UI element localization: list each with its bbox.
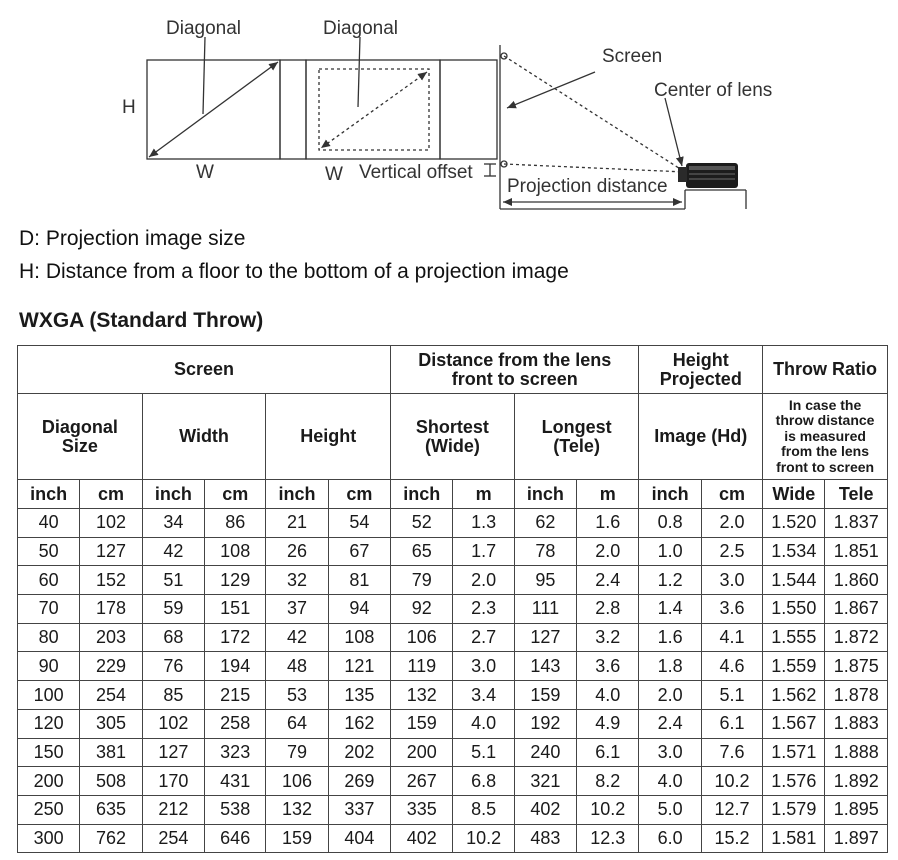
table-cell: 404 xyxy=(328,824,390,853)
table-cell: 37 xyxy=(266,595,328,624)
table-cell: 92 xyxy=(391,595,453,624)
table-cell: 1.872 xyxy=(825,623,888,652)
table-cell: 6.8 xyxy=(453,767,514,796)
table-cell: 3.0 xyxy=(453,652,514,681)
unit-header-cell: Wide xyxy=(763,480,825,509)
table-cell: 10.2 xyxy=(701,767,762,796)
table-row xyxy=(18,824,888,853)
table-cell: 3.6 xyxy=(701,595,762,624)
table-cell: 2.4 xyxy=(639,709,701,738)
table-cell: 300 xyxy=(18,824,80,853)
unit-header-cell: inch xyxy=(514,480,576,509)
screen-label: Screen xyxy=(602,46,663,67)
table-cell: 1.562 xyxy=(763,681,825,710)
table-cell: 1.867 xyxy=(825,595,888,624)
table-cell: 6.1 xyxy=(577,738,639,767)
unit-header-cell: cm xyxy=(701,480,762,509)
table-cell: 48 xyxy=(266,652,328,681)
table-row xyxy=(18,566,888,595)
table-cell: 94 xyxy=(328,595,390,624)
table-cell: 254 xyxy=(142,824,204,853)
header-image-hd: Image (Hd) xyxy=(639,394,763,480)
table-cell: 538 xyxy=(205,795,266,824)
table-cell: 1.895 xyxy=(825,795,888,824)
table-cell: 8.2 xyxy=(577,767,639,796)
table-cell: 305 xyxy=(80,709,142,738)
table-cell: 1.883 xyxy=(825,709,888,738)
table-cell: 1.7 xyxy=(453,537,514,566)
table-cell: 1.555 xyxy=(763,623,825,652)
table-cell: 12.3 xyxy=(577,824,639,853)
table-cell: 1.8 xyxy=(639,652,701,681)
table-row xyxy=(18,623,888,652)
table-cell: 32 xyxy=(266,566,328,595)
projection-distance-label: Projection distance xyxy=(507,176,668,197)
table-cell: 1.534 xyxy=(763,537,825,566)
table-cell: 100 xyxy=(18,681,80,710)
table-cell: 42 xyxy=(142,537,204,566)
table-cell: 2.5 xyxy=(701,537,762,566)
table-cell: 42 xyxy=(266,623,328,652)
table-cell: 1.897 xyxy=(825,824,888,853)
table-cell: 1.576 xyxy=(763,767,825,796)
table-cell: 159 xyxy=(266,824,328,853)
table-cell: 132 xyxy=(391,681,453,710)
table-cell: 85 xyxy=(142,681,204,710)
table-cell: 250 xyxy=(18,795,80,824)
table-cell: 240 xyxy=(514,738,576,767)
table-cell: 40 xyxy=(18,509,80,538)
table-cell: 200 xyxy=(18,767,80,796)
table-cell: 1.3 xyxy=(453,509,514,538)
unit-header-cell: cm xyxy=(205,480,266,509)
table-cell: 5.1 xyxy=(453,738,514,767)
throw-distance-table xyxy=(17,345,888,853)
unit-header-cell: inch xyxy=(391,480,453,509)
table-cell: 162 xyxy=(328,709,390,738)
table-cell: 0.8 xyxy=(639,509,701,538)
table-cell: 80 xyxy=(18,623,80,652)
table-cell: 21 xyxy=(266,509,328,538)
table-cell: 106 xyxy=(391,623,453,652)
header-throw-ratio: Throw Ratio xyxy=(763,346,888,394)
projection-diagram xyxy=(0,0,898,220)
section-title: WXGA (Standard Throw) xyxy=(19,309,264,332)
table-cell: 1.851 xyxy=(825,537,888,566)
table-cell: 81 xyxy=(328,566,390,595)
table-cell: 51 xyxy=(142,566,204,595)
table-cell: 215 xyxy=(205,681,266,710)
header-diagonal-size: Diagonal Size xyxy=(18,394,143,480)
table-cell: 1.581 xyxy=(763,824,825,853)
table-cell: 127 xyxy=(142,738,204,767)
table-cell: 2.3 xyxy=(453,595,514,624)
table-cell: 52 xyxy=(391,509,453,538)
table-cell: 79 xyxy=(266,738,328,767)
table-cell: 194 xyxy=(205,652,266,681)
table-cell: 1.4 xyxy=(639,595,701,624)
diagonal-label-1: Diagonal xyxy=(166,18,241,39)
table-cell: 431 xyxy=(205,767,266,796)
table-row xyxy=(18,738,888,767)
table-cell: 150 xyxy=(18,738,80,767)
table-cell: 102 xyxy=(80,509,142,538)
table-cell: 119 xyxy=(391,652,453,681)
table-cell: 3.0 xyxy=(639,738,701,767)
table-cell: 1.579 xyxy=(763,795,825,824)
table-cell: 1.2 xyxy=(639,566,701,595)
table-cell: 267 xyxy=(391,767,453,796)
table-cell: 79 xyxy=(391,566,453,595)
table-row xyxy=(18,709,888,738)
table-cell: 4.9 xyxy=(577,709,639,738)
unit-header-cell: Tele xyxy=(825,480,888,509)
table-cell: 10.2 xyxy=(453,824,514,853)
table-row xyxy=(18,595,888,624)
table-row xyxy=(18,767,888,796)
table-cell: 1.567 xyxy=(763,709,825,738)
table-cell: 635 xyxy=(80,795,142,824)
table-cell: 335 xyxy=(391,795,453,824)
table-cell: 76 xyxy=(142,652,204,681)
table-cell: 15.2 xyxy=(701,824,762,853)
table-cell: 1.520 xyxy=(763,509,825,538)
header-screen: Screen xyxy=(18,346,391,394)
table-cell: 6.0 xyxy=(639,824,701,853)
table-cell: 4.0 xyxy=(577,681,639,710)
table-cell: 68 xyxy=(142,623,204,652)
table-cell: 1.6 xyxy=(639,623,701,652)
table-cell: 1.0 xyxy=(639,537,701,566)
header-width: Width xyxy=(142,394,266,480)
table-cell: 4.6 xyxy=(701,652,762,681)
table-cell: 2.0 xyxy=(701,509,762,538)
header-shortest: Shortest (Wide) xyxy=(391,394,515,480)
unit-header-cell: m xyxy=(453,480,514,509)
table-cell: 159 xyxy=(391,709,453,738)
table-cell: 10.2 xyxy=(577,795,639,824)
table-cell: 102 xyxy=(142,709,204,738)
table-cell: 1.892 xyxy=(825,767,888,796)
table-cell: 2.0 xyxy=(639,681,701,710)
table-cell: 151 xyxy=(205,595,266,624)
header-distance: Distance from the lens front to screen xyxy=(391,346,639,394)
table-cell: 192 xyxy=(514,709,576,738)
unit-header-cell: cm xyxy=(328,480,390,509)
table-cell: 34 xyxy=(142,509,204,538)
table-cell: 64 xyxy=(266,709,328,738)
table-cell: 86 xyxy=(205,509,266,538)
table-row xyxy=(18,537,888,566)
table-cell: 67 xyxy=(328,537,390,566)
unit-header-cell: inch xyxy=(142,480,204,509)
table-cell: 200 xyxy=(391,738,453,767)
table-cell: 111 xyxy=(514,595,576,624)
table-cell: 7.6 xyxy=(701,738,762,767)
unit-header-cell: cm xyxy=(80,480,142,509)
table-cell: 402 xyxy=(514,795,576,824)
table-cell: 203 xyxy=(80,623,142,652)
table-cell: 1.837 xyxy=(825,509,888,538)
header-longest: Longest (Tele) xyxy=(514,394,639,480)
table-cell: 269 xyxy=(328,767,390,796)
center-of-lens-label: Center of lens xyxy=(654,80,773,101)
table-cell: 646 xyxy=(205,824,266,853)
table-cell: 108 xyxy=(205,537,266,566)
table-cell: 8.5 xyxy=(453,795,514,824)
table-cell: 508 xyxy=(80,767,142,796)
table-cell: 178 xyxy=(80,595,142,624)
table-row xyxy=(18,509,888,538)
table-cell: 4.0 xyxy=(453,709,514,738)
vertical-offset-label: Vertical offset xyxy=(359,162,473,183)
table-cell: 53 xyxy=(266,681,328,710)
table-cell: 381 xyxy=(80,738,142,767)
table-cell: 4.0 xyxy=(639,767,701,796)
table-row xyxy=(18,652,888,681)
table-cell: 1.544 xyxy=(763,566,825,595)
table-cell: 321 xyxy=(514,767,576,796)
note-projection-image-size: D: Projection image size xyxy=(19,227,246,250)
table-cell: 62 xyxy=(514,509,576,538)
unit-header-cell: m xyxy=(577,480,639,509)
table-cell: 1.888 xyxy=(825,738,888,767)
table-cell: 106 xyxy=(266,767,328,796)
table-cell: 1.875 xyxy=(825,652,888,681)
table-cell: 50 xyxy=(18,537,80,566)
table-cell: 1.550 xyxy=(763,595,825,624)
table-cell: 202 xyxy=(328,738,390,767)
table-cell: 2.4 xyxy=(577,566,639,595)
table-cell: 152 xyxy=(80,566,142,595)
diagonal-label-2: Diagonal xyxy=(323,18,398,39)
table-cell: 120 xyxy=(18,709,80,738)
table-cell: 2.7 xyxy=(453,623,514,652)
table-cell: 3.2 xyxy=(577,623,639,652)
table-cell: 5.1 xyxy=(701,681,762,710)
table-cell: 1.571 xyxy=(763,738,825,767)
table-cell: 762 xyxy=(80,824,142,853)
w-label-2: W xyxy=(325,164,343,185)
table-cell: 95 xyxy=(514,566,576,595)
table-cell: 3.0 xyxy=(701,566,762,595)
header-height: Height xyxy=(266,394,391,480)
table-cell: 1.878 xyxy=(825,681,888,710)
table-cell: 258 xyxy=(205,709,266,738)
table-cell: 5.0 xyxy=(639,795,701,824)
projector-icon xyxy=(678,163,738,188)
table-cell: 1.559 xyxy=(763,652,825,681)
table-cell: 127 xyxy=(514,623,576,652)
table-cell: 159 xyxy=(514,681,576,710)
table-cell: 254 xyxy=(80,681,142,710)
table-cell: 3.4 xyxy=(453,681,514,710)
table-cell: 127 xyxy=(80,537,142,566)
table-cell: 129 xyxy=(205,566,266,595)
unit-header-cell: inch xyxy=(639,480,701,509)
table-cell: 108 xyxy=(328,623,390,652)
table-cell: 65 xyxy=(391,537,453,566)
table-cell: 59 xyxy=(142,595,204,624)
table-cell: 60 xyxy=(18,566,80,595)
table-cell: 402 xyxy=(391,824,453,853)
table-cell: 6.1 xyxy=(701,709,762,738)
header-height-projected: Height Projected xyxy=(639,346,763,394)
table-cell: 1.6 xyxy=(577,509,639,538)
unit-header-cell: inch xyxy=(18,480,80,509)
h-label: H xyxy=(122,97,136,118)
table-cell: 337 xyxy=(328,795,390,824)
table-cell: 12.7 xyxy=(701,795,762,824)
table-cell: 78 xyxy=(514,537,576,566)
table-cell: 229 xyxy=(80,652,142,681)
table-cell: 172 xyxy=(205,623,266,652)
table-cell: 121 xyxy=(328,652,390,681)
table-cell: 170 xyxy=(142,767,204,796)
table-cell: 212 xyxy=(142,795,204,824)
table-cell: 26 xyxy=(266,537,328,566)
table-cell: 143 xyxy=(514,652,576,681)
table-cell: 4.1 xyxy=(701,623,762,652)
table-cell: 3.6 xyxy=(577,652,639,681)
table-cell: 2.0 xyxy=(453,566,514,595)
table-cell: 135 xyxy=(328,681,390,710)
table-cell: 132 xyxy=(266,795,328,824)
note-floor-distance: H: Distance from a floor to the bottom of a projection image xyxy=(19,260,569,283)
screen-panels xyxy=(147,37,497,159)
table-cell: 1.860 xyxy=(825,566,888,595)
table-cell: 54 xyxy=(328,509,390,538)
table-cell: 70 xyxy=(18,595,80,624)
header-throw-note: In case the throw distance is measured from the lens front to screen xyxy=(763,394,888,480)
unit-header-row xyxy=(18,480,888,509)
w-label-1: W xyxy=(196,162,214,183)
unit-header-cell: inch xyxy=(266,480,328,509)
table-cell: 2.8 xyxy=(577,595,639,624)
table-cell: 483 xyxy=(514,824,576,853)
table-cell: 323 xyxy=(205,738,266,767)
table-row xyxy=(18,681,888,710)
table-cell: 2.0 xyxy=(577,537,639,566)
table-cell: 90 xyxy=(18,652,80,681)
table-row xyxy=(18,795,888,824)
